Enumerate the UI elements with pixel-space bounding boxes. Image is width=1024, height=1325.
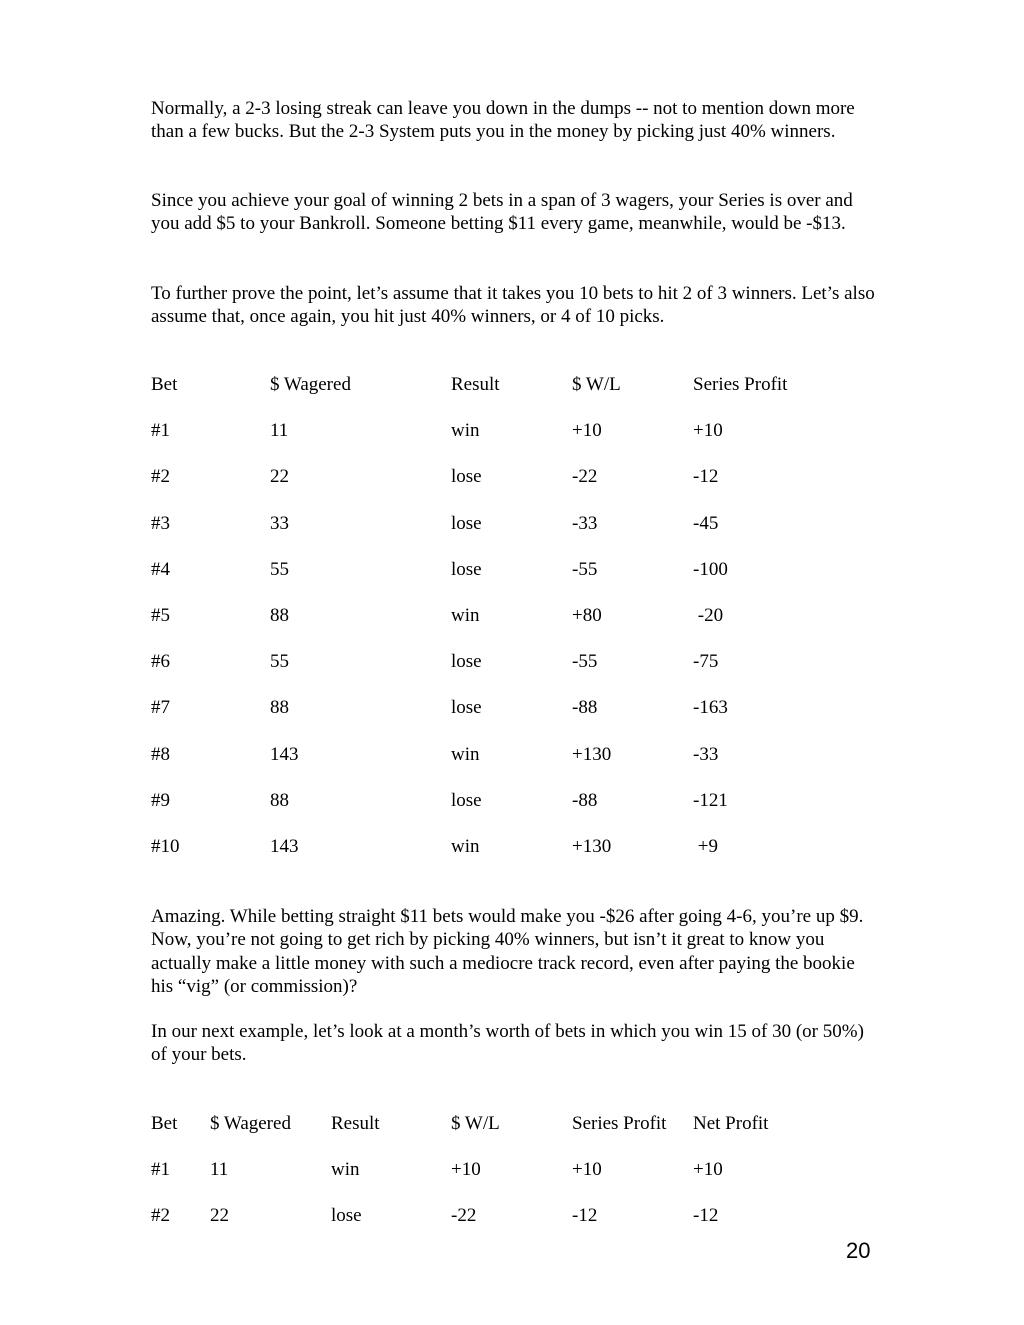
bet-table-month — [151, 1112, 891, 1242]
table-row — [151, 696, 891, 720]
paragraph-prove-point: To further prove the point, let’s assume that it takes you 10 bets to hit 2 of 3 winners. Let’s also assume that, once again, you hit just 40% winners, or 4 of 10 picks. — [151, 283, 875, 328]
table-header-cell: Series Profit — [572, 1113, 667, 1134]
table-cell: -55 — [572, 558, 598, 580]
table-cell: -12 — [693, 1205, 719, 1226]
table-cell: -88 — [572, 697, 598, 719]
table-row — [151, 512, 891, 536]
table-cell: -88 — [572, 789, 598, 811]
table-cell: -33 — [572, 512, 598, 534]
table-cell: -12 — [572, 1205, 598, 1226]
table-row — [151, 650, 891, 674]
table-cell: -163 — [693, 697, 728, 719]
bet-table-40-percent — [151, 373, 891, 863]
table-header-cell: $ W/L — [572, 374, 621, 395]
table-cell: +10 — [451, 1159, 481, 1180]
table-row — [151, 743, 891, 767]
table-cell: -22 — [572, 466, 598, 488]
table-row — [151, 419, 891, 443]
table-header-cell: Bet — [151, 374, 178, 395]
table-header-cell: Result — [451, 374, 500, 395]
table-cell: #2 — [151, 466, 170, 488]
table-cell: 88 — [270, 697, 289, 719]
table-cell: 22 — [270, 466, 289, 488]
table-row — [151, 604, 891, 628]
table-header-row — [151, 1112, 891, 1136]
table-row — [151, 1158, 891, 1182]
table-cell: #2 — [151, 1205, 170, 1226]
table-row — [151, 1204, 891, 1228]
table-cell: +80 — [572, 605, 602, 626]
table-cell: -20 — [693, 605, 724, 626]
paragraph-series-over: Since you achieve your goal of winning 2 bets in a span of 3 wagers, your Series is over and you add $5 to your Bankroll. Someone betting $11 every game, meanwhile, would be -$13. — [151, 190, 853, 235]
table-cell: lose — [331, 1205, 362, 1226]
table-header-cell: Bet — [151, 1113, 178, 1134]
table-cell: 11 — [270, 420, 289, 442]
table-cell: +10 — [693, 420, 723, 442]
paragraph-intro: Normally, a 2-3 losing streak can leave you down in the dumps -- not to mention down more than a few bucks. But the 2-3 System puts you in the money by picking just 40% winners. — [151, 98, 855, 143]
table-header-cell: $ W/L — [451, 1113, 500, 1134]
table-cell: +10 — [693, 1159, 723, 1180]
table-cell: +10 — [572, 420, 602, 442]
table-cell: -45 — [693, 512, 719, 534]
table-cell: +130 — [572, 743, 612, 765]
table-cell: -55 — [572, 651, 598, 673]
table-cell: #10 — [151, 836, 180, 857]
table-cell: 55 — [270, 558, 289, 580]
table-row — [151, 789, 891, 813]
table-cell: #7 — [151, 697, 170, 719]
table-header-cell: $ Wagered — [210, 1113, 291, 1134]
table-cell: 143 — [270, 743, 299, 765]
table-cell: 88 — [270, 605, 289, 626]
table-header-cell: Result — [331, 1113, 380, 1134]
table-cell: #4 — [151, 558, 170, 580]
table-cell: -100 — [693, 558, 728, 580]
table-cell: win — [451, 420, 480, 442]
table-cell: #9 — [151, 789, 170, 811]
table-cell: #1 — [151, 1159, 170, 1180]
table-cell: -12 — [693, 466, 719, 488]
table-cell: win — [451, 605, 480, 626]
table-cell: lose — [451, 789, 482, 811]
table-cell: #1 — [151, 420, 170, 442]
table-cell: -33 — [693, 743, 719, 765]
table-cell: win — [451, 743, 480, 765]
table-cell: -75 — [693, 651, 719, 673]
table-cell: lose — [451, 558, 482, 580]
paragraph-next-example: In our next example, let’s look at a month’s worth of bets in which you win 15 of 30 (or 50%) of your bets. — [151, 1021, 864, 1066]
table-cell: 88 — [270, 789, 289, 811]
table-row — [151, 558, 891, 582]
table-cell: #3 — [151, 512, 170, 534]
table-row — [151, 835, 891, 859]
table-cell: lose — [451, 512, 482, 534]
table-cell: #8 — [151, 743, 170, 765]
table-cell: 143 — [270, 836, 299, 857]
table-header-row — [151, 373, 891, 397]
table-cell: 33 — [270, 512, 289, 534]
table-cell: 11 — [210, 1159, 229, 1180]
table-cell: win — [331, 1159, 360, 1180]
table-cell: #5 — [151, 605, 170, 626]
table-cell: -121 — [693, 789, 728, 811]
page-number: 20 — [846, 1238, 871, 1263]
table-cell: +9 — [693, 836, 718, 857]
table-cell: +130 — [572, 836, 612, 857]
table-cell: lose — [451, 466, 482, 488]
table-row — [151, 465, 891, 489]
table-cell: +10 — [572, 1159, 602, 1180]
table-cell: lose — [451, 697, 482, 719]
table-cell: lose — [451, 651, 482, 673]
table-cell: -22 — [451, 1205, 477, 1226]
table-cell: 22 — [210, 1205, 229, 1226]
table-header-cell: $ Wagered — [270, 374, 351, 395]
table-cell: #6 — [151, 651, 170, 673]
table-header-cell: Series Profit — [693, 374, 788, 395]
table-cell: win — [451, 836, 480, 857]
paragraph-amazing: Amazing. While betting straight $11 bets would make you -$26 after going 4-6, you’re up $9. Now, you’re not going to get rich by picking 40% winners, but isn’t it great to know you actually make a little money with such a mediocre track record, even after paying the bookie his “vig” (or commission)? — [151, 906, 864, 997]
table-header-cell: Net Profit — [693, 1113, 769, 1134]
table-cell: 55 — [270, 651, 289, 673]
